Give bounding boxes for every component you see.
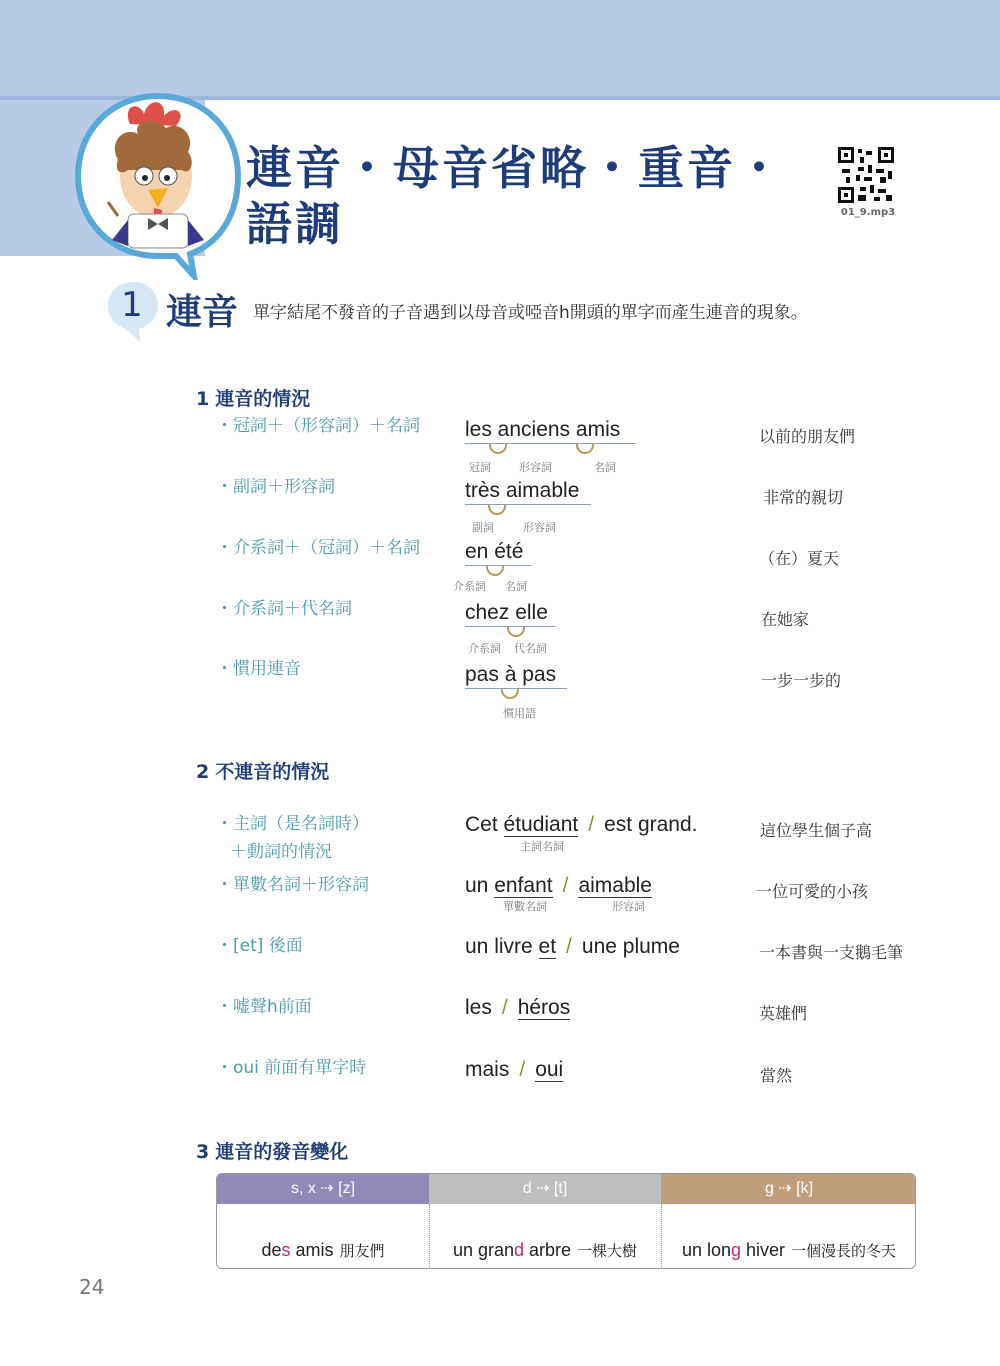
translation: 英雄們 <box>759 1004 808 1023</box>
phrase-part: un <box>465 874 495 897</box>
highlighted-letter: d <box>514 1240 525 1260</box>
liaison-arc-icon <box>507 627 525 637</box>
table-header: s, x ⇢ [z] <box>217 1174 429 1204</box>
sound-change-table <box>216 1173 916 1269</box>
translation: 一步一步的 <box>761 671 842 690</box>
highlighted-letter: s <box>281 1240 291 1260</box>
liaison-arc-icon <box>488 505 506 515</box>
grammar-label: 名詞 <box>594 461 616 474</box>
part3-heading <box>196 1137 348 1164</box>
category-line: ＋動詞的情況 <box>230 842 332 862</box>
grammar-label: 介系詞 <box>468 642 501 655</box>
phrase-part: un livre <box>465 935 539 958</box>
cell-text: amis <box>290 1240 334 1260</box>
category-label: ・單數名詞＋形容詞 <box>216 875 369 895</box>
translation: 這位學生個子高 <box>760 821 873 840</box>
category-label: ・[et] 後面 <box>216 936 303 956</box>
example-phrase: très aimable <box>465 479 591 505</box>
section-description: 單字結尾不發音的子音遇到以母音或啞音h開頭的單字而產生連音的現象。 <box>253 303 808 323</box>
highlighted-letter: g <box>731 1240 742 1260</box>
qr-code-icon[interactable] <box>838 147 894 203</box>
grammar-label: 冠詞 <box>469 461 491 474</box>
table-cell <box>429 1204 661 1269</box>
cell-text: hiver <box>741 1240 786 1260</box>
phrase-underlined: oui <box>535 1058 564 1081</box>
table-header: d ⇢ [t] <box>429 1174 661 1204</box>
category-label: ・副詞＋形容詞 <box>216 477 335 497</box>
part1-heading <box>196 384 310 411</box>
section-title: 連音 <box>166 292 239 333</box>
example-phrase: les anciens amis <box>465 418 635 444</box>
phrase-part: les <box>465 996 492 1019</box>
part2-title: 不連音的情況 <box>215 761 330 783</box>
grammar-label: 副詞 <box>472 521 494 534</box>
no-liaison-slash: / <box>519 1058 526 1081</box>
translation: 一本書與一支鵝毛筆 <box>759 943 904 962</box>
category-label: ・慣用連音 <box>216 659 301 679</box>
part3-title: 連音的發音變化 <box>215 1141 349 1163</box>
table-header: g ⇢ [k] <box>661 1174 916 1204</box>
translation: （在）夏天 <box>759 549 840 568</box>
grammar-label: 慣用語 <box>503 707 536 720</box>
category-label: ・嘘聲h前面 <box>216 997 312 1017</box>
example-phrase: pas à pas <box>465 663 567 689</box>
example-phrase <box>465 813 698 837</box>
grammar-label: 形容詞 <box>612 900 645 913</box>
example-phrase: chez elle <box>465 601 555 627</box>
no-liaison-slash: / <box>501 996 508 1019</box>
liaison-arc-icon <box>486 566 504 576</box>
no-liaison-slash: / <box>588 813 595 836</box>
cell-text: un gran <box>452 1240 514 1260</box>
grammar-label: 單數名詞 <box>503 900 547 913</box>
part2-heading <box>196 757 329 784</box>
part3-number: 3 <box>196 1141 210 1163</box>
example-phrase <box>465 1058 563 1082</box>
example-phrase <box>465 996 570 1020</box>
translation: 非常的親切 <box>763 488 844 507</box>
phrase-underlined: héros <box>517 996 571 1019</box>
grammar-label: 形容詞 <box>523 521 556 534</box>
translation: 一位可愛的小孩 <box>756 882 869 901</box>
section-number: 1 <box>121 285 143 325</box>
example-phrase <box>465 874 652 898</box>
grammar-label: 名詞 <box>505 580 527 593</box>
liaison-arc-icon <box>576 444 594 454</box>
table-cell <box>217 1204 429 1269</box>
grammar-label: 主詞名詞 <box>520 840 564 853</box>
title-line-1: 連音・母音省略・重音・ <box>246 141 785 195</box>
cell-text: un lon <box>681 1240 731 1260</box>
title-line-2: 語調 <box>246 197 344 251</box>
cell-translation: 一棵大樹 <box>577 1242 638 1260</box>
translation: 以前的朋友們 <box>759 427 856 446</box>
example-phrase <box>465 935 680 959</box>
category-label <box>216 810 369 866</box>
rooster-mascot-icon <box>72 90 244 280</box>
page-title <box>246 140 785 252</box>
phrase-part: une plume <box>581 935 680 958</box>
cell-translation: 一個漫長的冬天 <box>791 1242 897 1260</box>
liaison-arc-icon <box>501 689 519 699</box>
category-label: ・oui 前面有單字時 <box>216 1058 367 1078</box>
part1-title: 連音的情況 <box>215 388 311 410</box>
part1-number: 1 <box>196 388 210 410</box>
header-band <box>0 0 1000 96</box>
audio-file-label: 01_9.mp3 <box>840 207 896 218</box>
category-label: ・介系詞＋（冠詞）＋名詞 <box>216 538 420 558</box>
grammar-label: 介系詞 <box>453 580 486 593</box>
liaison-arc-icon <box>489 444 507 454</box>
grammar-label: 形容詞 <box>519 461 552 474</box>
phrase-part: mais <box>465 1058 510 1081</box>
no-liaison-slash: / <box>566 935 572 958</box>
phrase-underlined: enfant <box>494 874 553 897</box>
phrase-part: est grand. <box>604 813 698 836</box>
part2-number: 2 <box>196 761 210 783</box>
cell-translation: 朋友們 <box>339 1242 385 1260</box>
phrase-underlined: aimable <box>578 874 652 897</box>
table-cell <box>661 1204 916 1269</box>
phrase-part: Cet <box>465 813 504 836</box>
no-liaison-slash: / <box>562 874 569 897</box>
category-line: ・主詞（是名詞時） <box>216 814 369 834</box>
cell-text: arbre <box>524 1240 572 1260</box>
category-label: ・介系詞＋代名詞 <box>216 599 352 619</box>
example-phrase: en été <box>465 540 531 566</box>
phrase-underlined: étudiant <box>503 813 579 836</box>
category-label: ・冠詞＋（形容詞）＋名詞 <box>216 416 420 436</box>
translation: 當然 <box>760 1066 793 1085</box>
phrase-underlined: et <box>538 935 557 958</box>
translation: 在她家 <box>761 610 810 629</box>
grammar-label: 代名詞 <box>514 642 547 655</box>
page-number: 24 <box>79 1275 105 1299</box>
cell-text: de <box>261 1240 282 1260</box>
